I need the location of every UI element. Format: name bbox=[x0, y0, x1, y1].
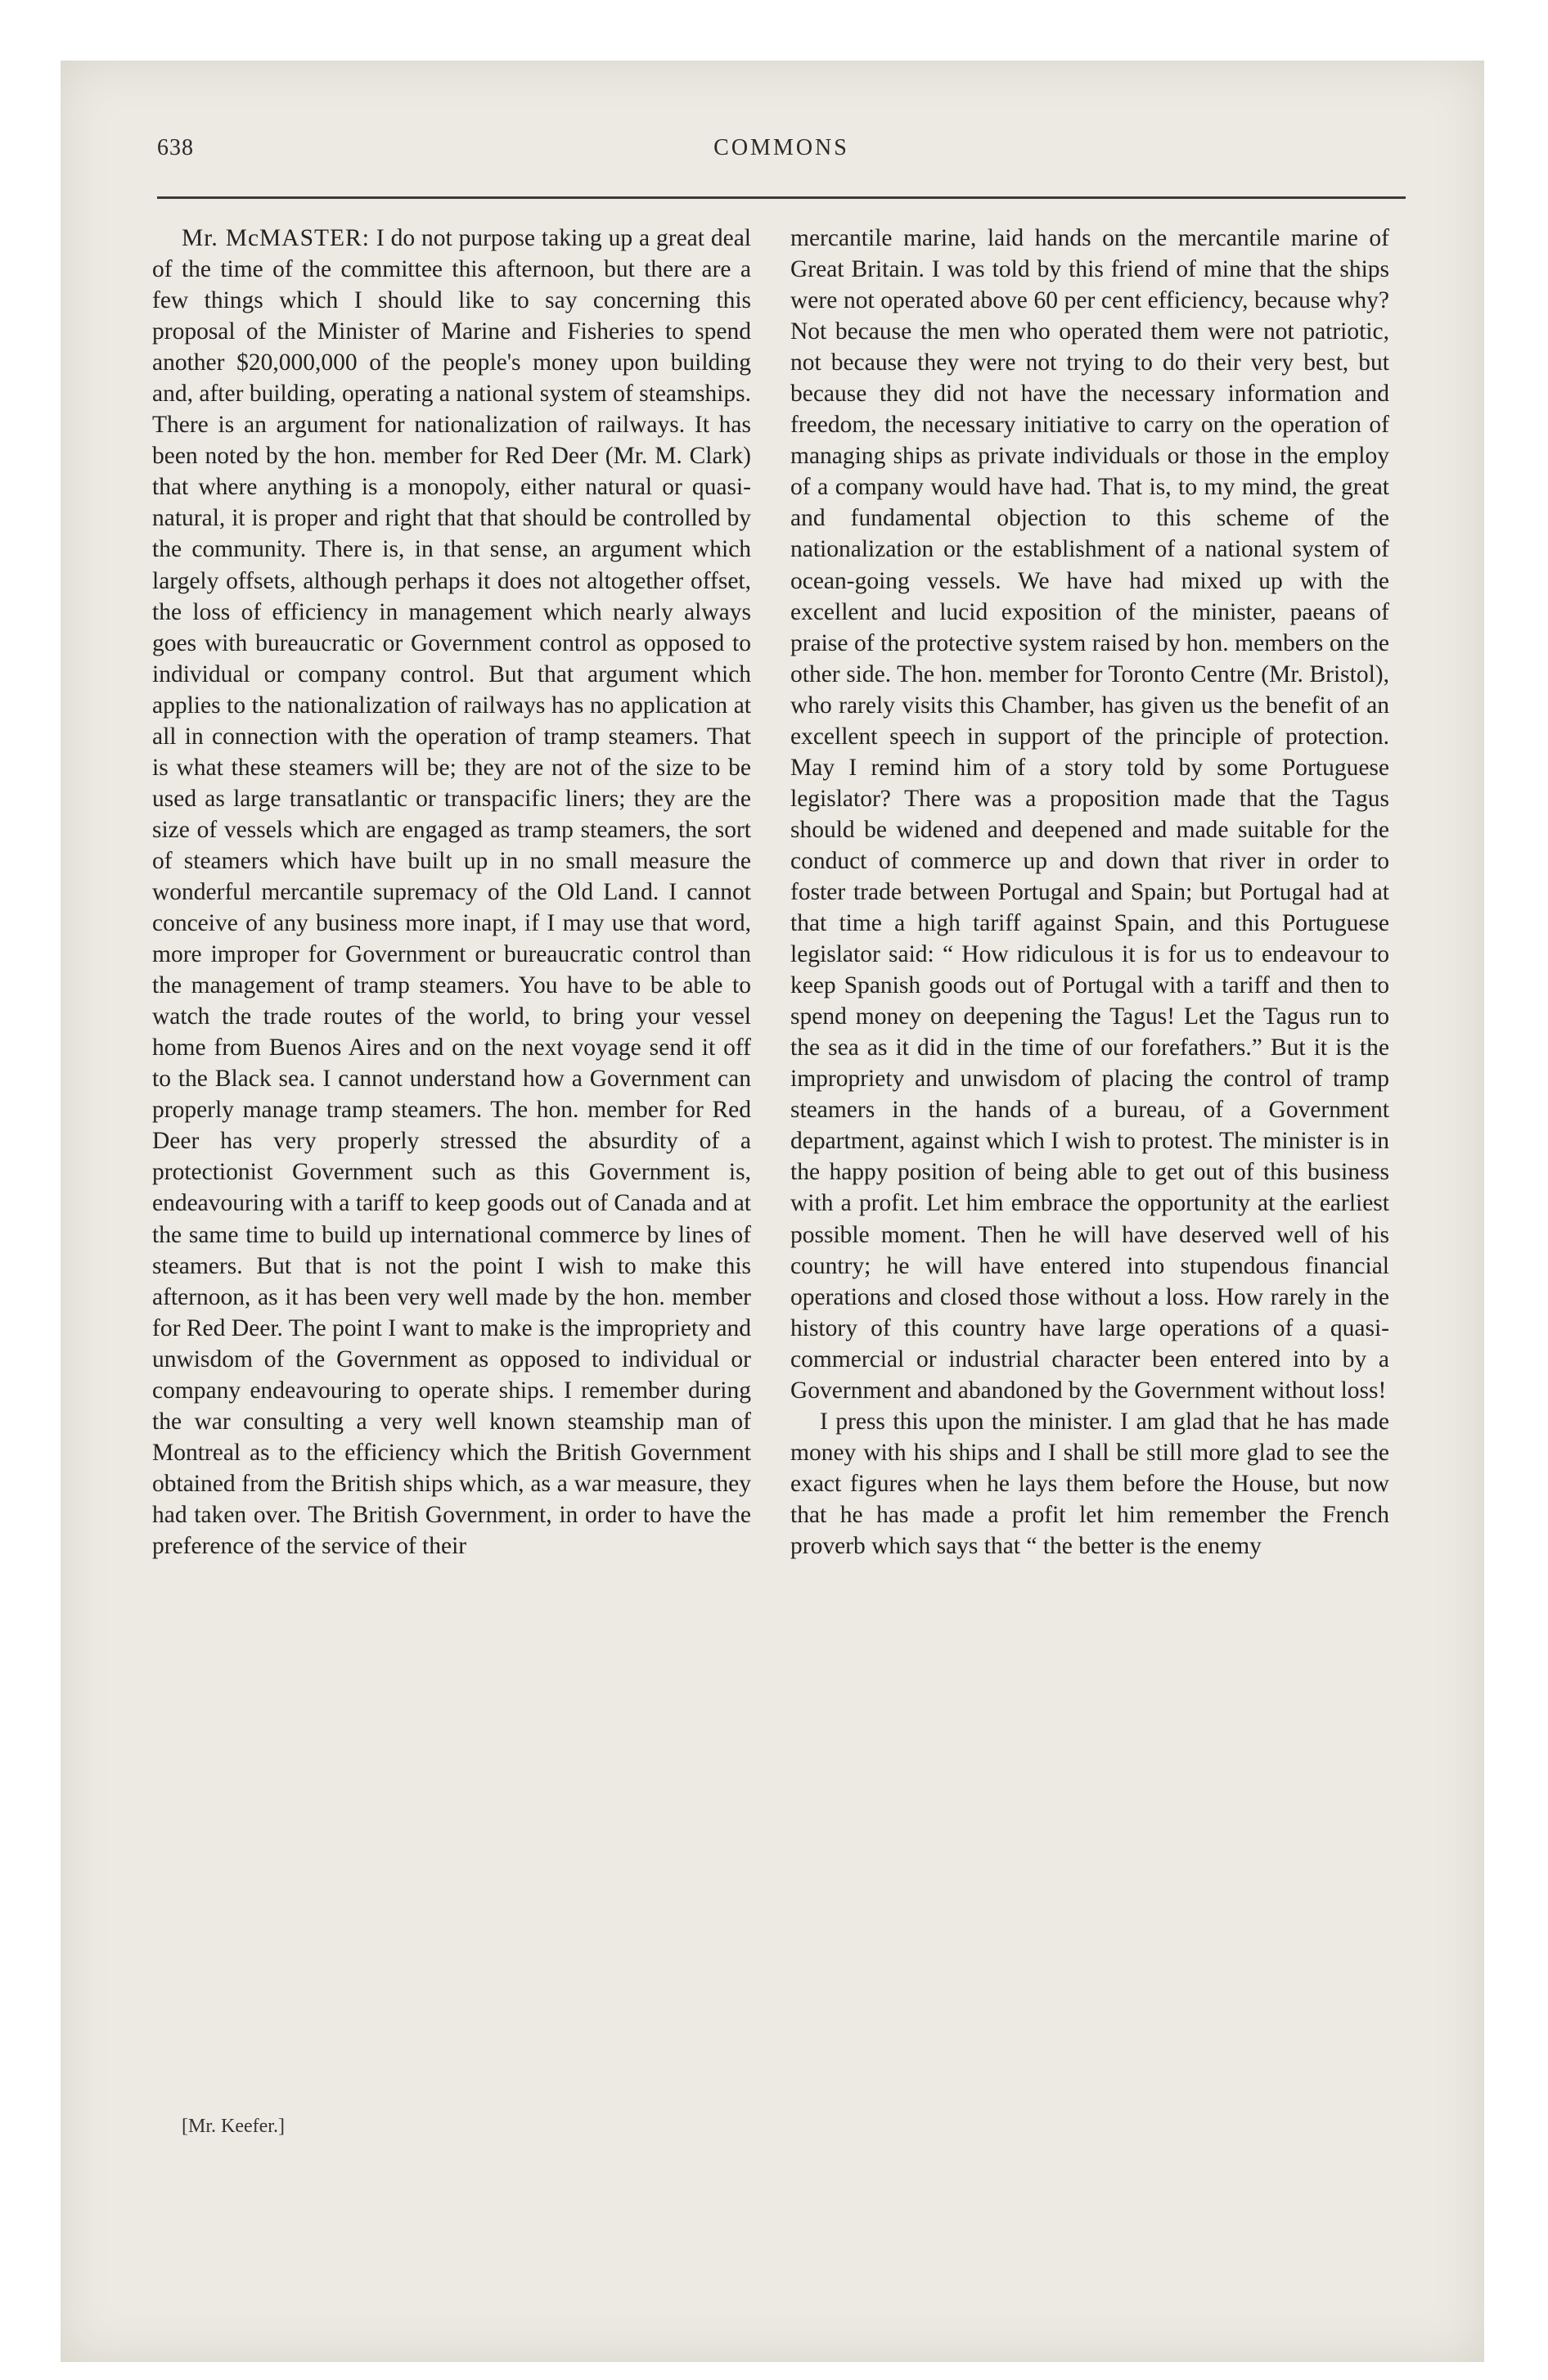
page-header bbox=[157, 135, 1406, 176]
running-head: COMMONS bbox=[713, 135, 849, 160]
speech-paragraph bbox=[152, 223, 751, 1562]
speech-paragraph: mercantile marine, laid hands on the mercantile marine of Great Britain. I was told by this friend of mine that the ships were not operated above 60 per cent efficiency, because why? Not because the men who operated them were not patriotic, not because they were not trying to do their very best, but because they did not have the necessary information and freedom, the necessary initiative to carry on the operation of managing ships as private individuals or those in the employ of a company would have had. That is, to my mind, the great and fundamental objection to this scheme of the nationalization or the establishment of a national system of ocean-going vessels. We have had mixed up with the excellent and lucid exposition of the minister, paeans of praise of the protective system raised by hon. members on the other side. The hon. member for Toronto Centre (Mr. Bristol), who rarely visits this Chamber, has given us the benefit of an excellent speech in support of the principle of protection. May I remind him of a story told by some Portuguese legislator? There was a proposition made that the Tagus should be widened and deepened and made suitable for the conduct of commerce up and down that river in order to foster trade between Portugal and Spain; but Portugal had at that time a high tariff against Spain, and this Portuguese legislator said: “ How ridiculous it is for us to endeavour to keep Spanish goods out of Portugal with a tariff and then to spend money on deepening the Tagus! Let the Tagus run to the sea as it did in the time of our forefathers.” But it is the impropriety and unwisdom of placing the control of tramp steamers in the hands of a bureau, of a Government department, against which I wish to protest. The minister is in the happy position of being able to get out of this business with a profit. Let him embrace the opportunity at the earliest possible moment. Then he will have deserved well of his country; he will have entered into stupendous financial operations and closed those without a loss. How rarely in the history of this country have large operations of a quasi-commercial or industrial character been entered into by a Government and abandoned by the Government without loss! bbox=[790, 225, 1389, 1404]
footer-speaker-note: [Mr. Keefer.] bbox=[182, 2116, 285, 2137]
page-number: 638 bbox=[157, 135, 194, 160]
speaker-name: Mr. McMASTER: bbox=[182, 225, 370, 251]
header-rule bbox=[157, 196, 1406, 199]
speech-paragraph: I press this upon the minister. I am glad that he has made money with his ships and I shall be still more glad to see the exact figures when he lays them before the House, but now that he has made a profit let him remember the French proverb which says that “ the better is the enemy bbox=[790, 1408, 1389, 1559]
left-column bbox=[152, 223, 751, 1562]
paragraph-text: I do not purpose taking up a great deal of the time of the committee this afternoon, but there are a few things which I should like to say concerning this proposal of the Minister of Marine and Fisheries to spend another $20,000,000 of the people's money upon building and, after building, operating a national system of steamships. There is an argument for nationalization of railways. It has been noted by the hon. member for Red Deer (Mr. M. Clark) that where anything is a monopoly, either natural or quasi-natural, it is proper and right that that should be controlled by the community. There is, in that sense, an argument which largely offsets, although perhaps it does not altogether offset, the loss of efficiency in management which nearly always goes with bureaucratic or Government control as opposed to individual or company control. But that argument which applies to the nationalization of railways has no application at all in connection with the operation of tramp steamers. That is what these steamers will be; they are not of the size to be used as large transatlantic or transpacific liners; they are the size of vessels which are engaged as tramp steamers, the sort of steamers which have built up in no small measure the wonderful mercantile supremacy of the Old Land. I cannot conceive of any business more inapt, if I may use that word, more improper for Government or bureaucratic control than the management of tramp steamers. You have to be able to watch the trade routes of the world, to bring your vessel home from Buenos Aires and on the next voyage send it off to the Black sea. I cannot understand how a Government can properly manage tramp steamers. The hon. member for Red Deer has very properly stressed the absurdity of a protectionist Government such as this Government is, endeavouring with a tariff to keep goods out of Canada and at the same time to build up international commerce by lines of steamers. But that is not the point I wish to make this afternoon, as it has been very well made by the hon. member for Red Deer. The point I want to make is the impropriety and unwisdom of the Government as opposed to individual or company endeavouring to operate ships. I remember during the war consulting a very well known steamship man of Montreal as to the efficiency which the British Government obtained from the British ships which, as a war measure, they had taken over. The British Government, in order to have the preference of the service of their bbox=[152, 225, 752, 1559]
right-column bbox=[790, 223, 1389, 1562]
